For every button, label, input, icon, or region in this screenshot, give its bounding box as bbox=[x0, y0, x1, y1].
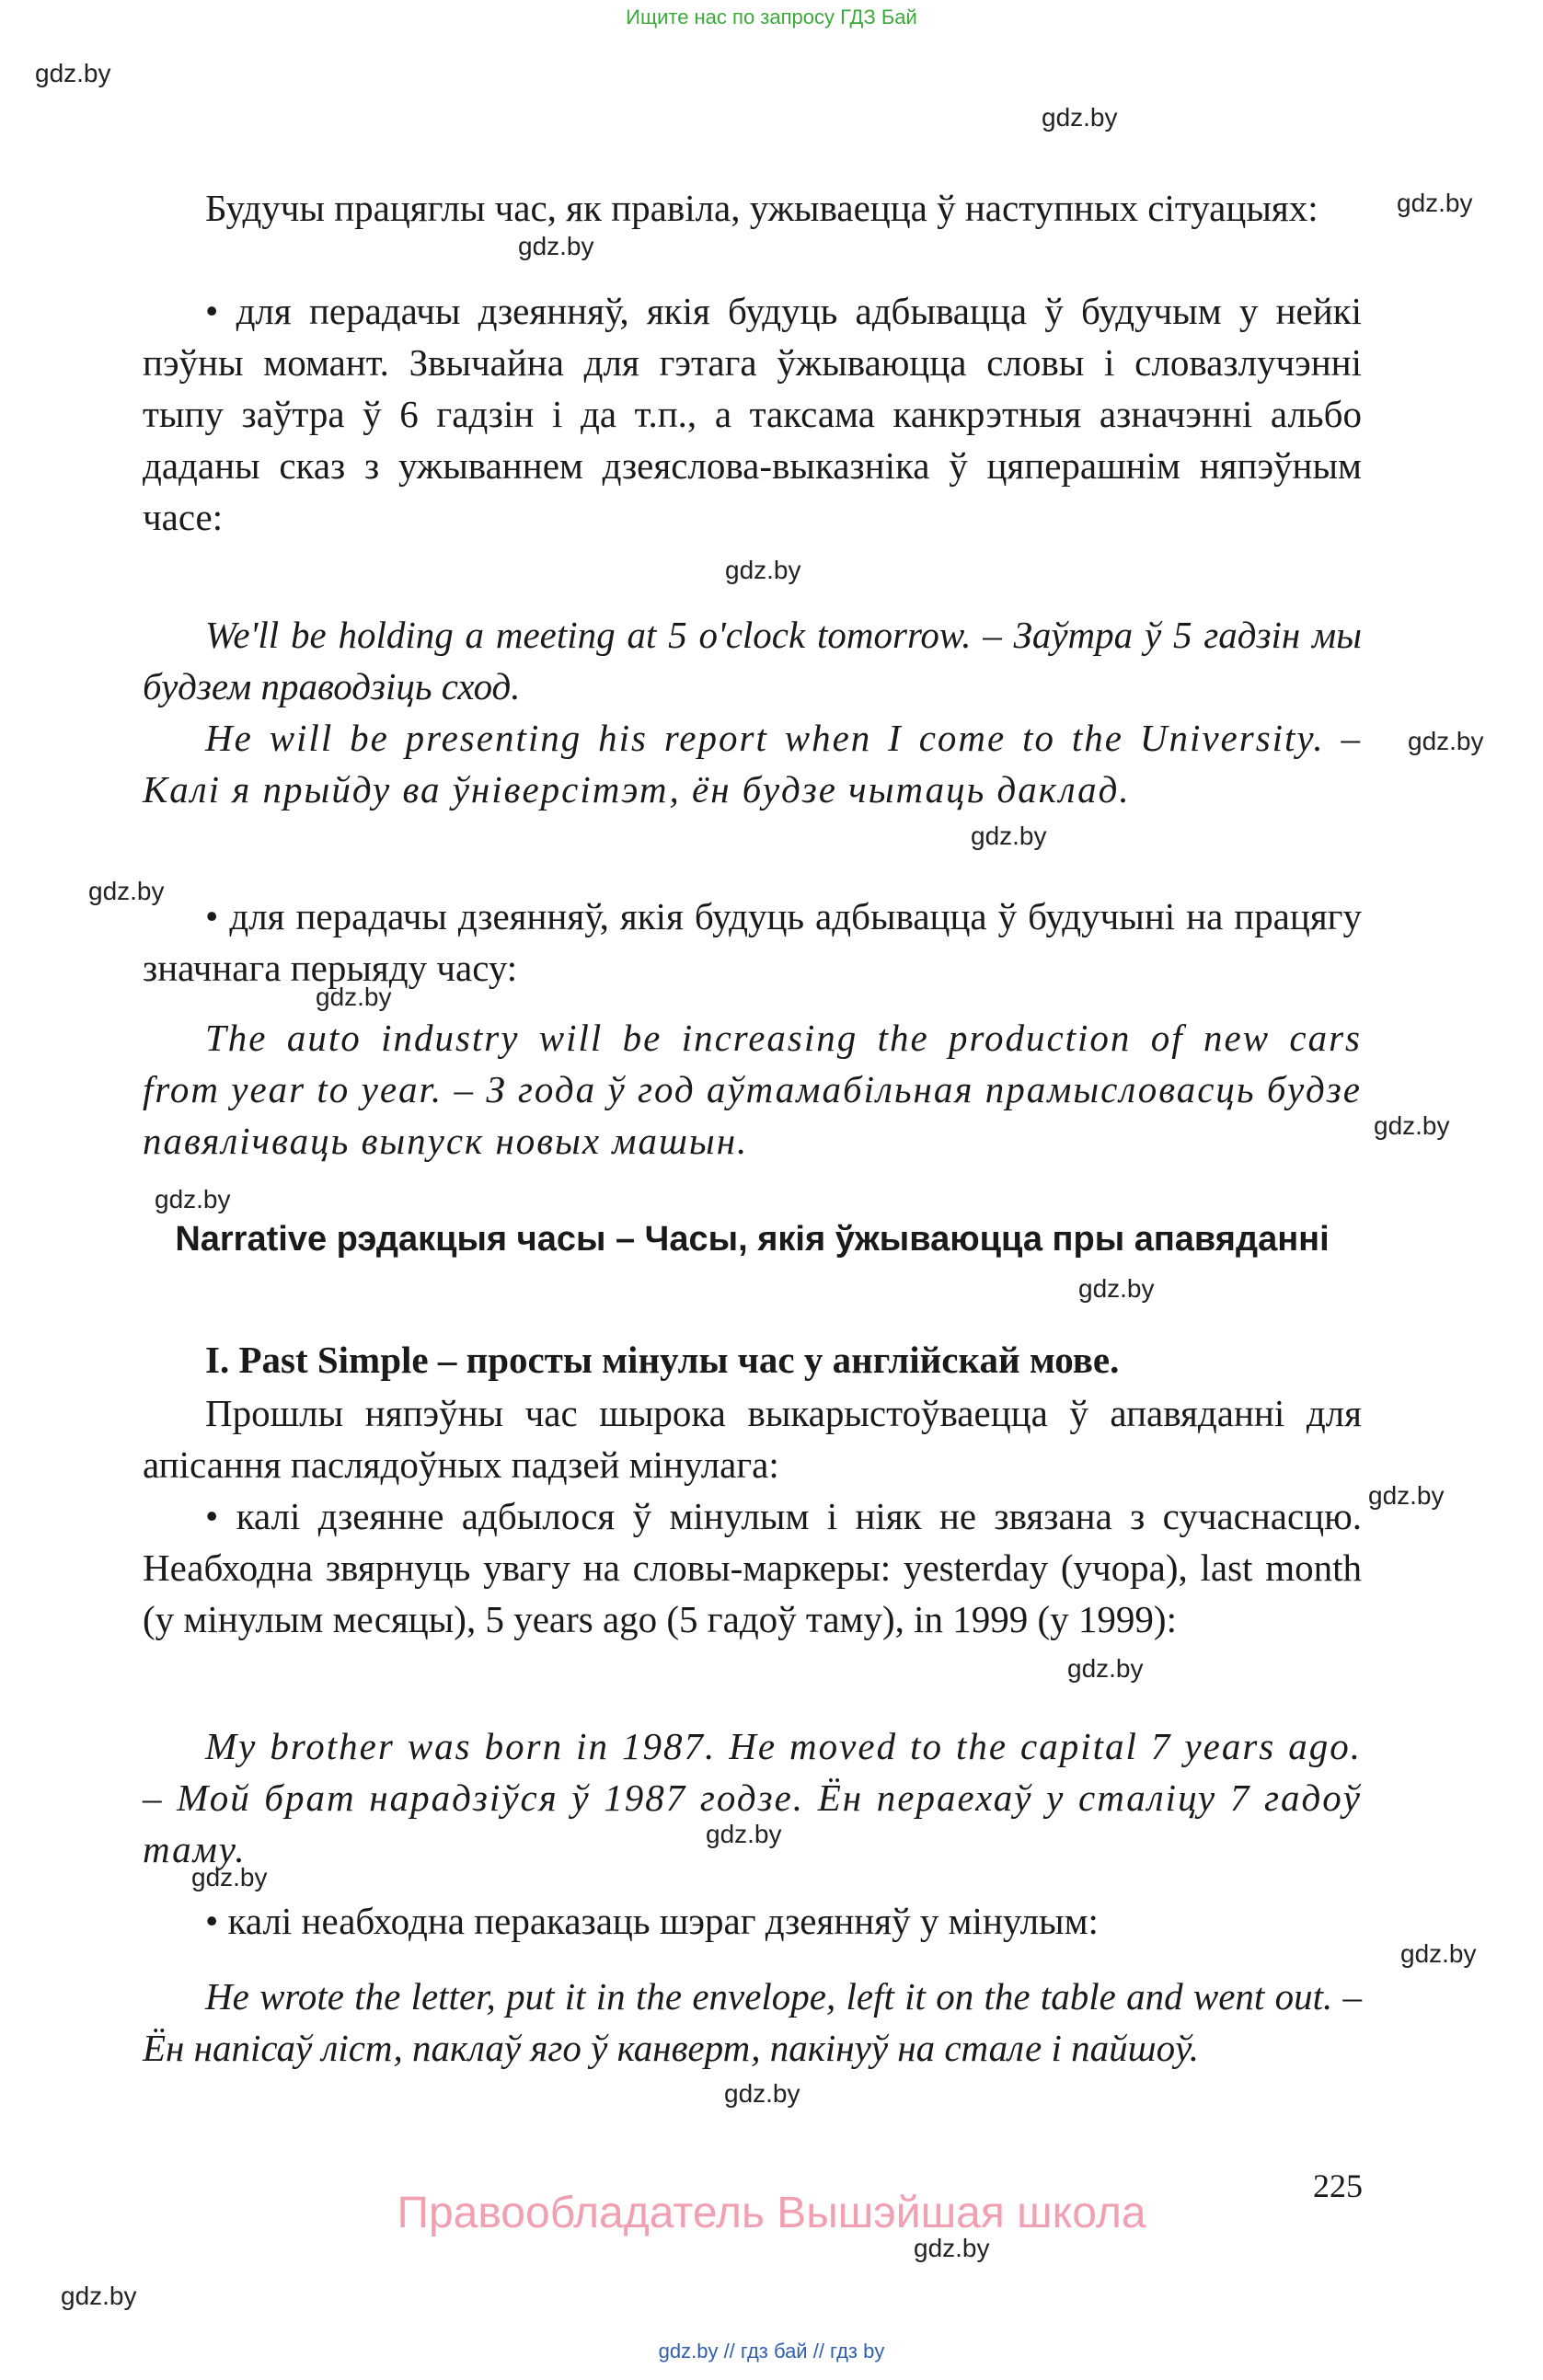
paragraph-past-markers: • калі дзеянне адбылося ў мінулым і ніяк не звязана з сучаснасцю. Неабходна звярнуць увагу на словы-маркеры: yesterday (учора), last month (у мінулым месяцы), 5 years ago (5 гадоў таму), in 1999 (у 1999): bbox=[143, 1495, 1362, 1640]
example-meeting: We'll be holding a meeting at 5 o'clock tomorrow. – Заўтра ў 5 гадзін мы будзем праводзіць сход. bbox=[143, 614, 1362, 707]
example-brother: My brother was born in 1987. He moved to the capital 7 years ago. – Мой брат нарадзіўся ў 1987 годзе. Ён пераехаў у сталіцу 7 гадоў таму. bbox=[143, 1725, 1362, 1870]
watermark: gdz.by bbox=[914, 2234, 990, 2262]
watermark: gdz.by bbox=[191, 1863, 268, 1891]
watermark: gdz.by bbox=[1397, 189, 1473, 217]
example-report: He will be presenting his report when I come to the University. – Калі я прыйду ва ўніверсітэт, ён будзе чытаць даклад. bbox=[143, 717, 1362, 811]
watermark: gdz.by bbox=[61, 2282, 137, 2310]
watermark: gdz.by bbox=[518, 232, 594, 260]
section-heading: Narrative рэдакцыя часы – Часы, якія ўжываюцца пры апавяданні bbox=[175, 1220, 1330, 1259]
watermark: gdz.by bbox=[725, 556, 801, 584]
paragraph-intro: Будучы працяглы час, як правіла, ужываецца ў наступных сітуацыях: bbox=[205, 187, 1318, 229]
watermark: gdz.by bbox=[1067, 1654, 1144, 1683]
subheading-past-simple: I. Past Simple – просты мінулы час у англійскай мове. bbox=[205, 1339, 1120, 1381]
watermark: gdz.by bbox=[155, 1185, 231, 1213]
example-auto-industry: The auto industry will be increasing the production of new cars from year to year. – З года ў год аўтамабільная прамысловасць будзе павялічваць выпуск новых машын. bbox=[143, 1017, 1362, 1162]
watermark: gdz.by bbox=[1042, 103, 1118, 132]
owner-watermark: Правообладатель Вышэйшая школа bbox=[397, 2189, 1146, 2237]
paragraph-sequence: • калі неабходна пераказаць шэраг дзеянняў у мінулым: bbox=[205, 1900, 1099, 1942]
top-search-link[interactable]: Ищите нас по запросу ГДЗ Бай bbox=[626, 6, 917, 29]
watermark: gdz.by bbox=[1368, 1481, 1445, 1510]
watermark: gdz.by bbox=[88, 877, 165, 905]
paragraph-future-moment: • для перадачы дзеянняў, якія будуць адбывацца ў будучым у нейкі пэўны момант. Звычайна для гэтага ўжываюцца словы і словазлучэнні тыпу заўтра ў 6 гадзін і да т.п., а таксама канкрэтныя азначэнні альбо даданы сказ з ужываннем дзеяслова-выказніка ў цяперашнім няпэўным часе: bbox=[143, 290, 1362, 538]
watermark: gdz.by bbox=[1408, 727, 1484, 755]
page-number: 225 bbox=[1313, 2167, 1363, 2204]
footer-links[interactable]: gdz.by // гдз бай // гдз by bbox=[658, 2340, 885, 2363]
watermark: gdz.by bbox=[1400, 1939, 1477, 1968]
paragraph-past-simple: Прошлы няпэўны час шырока выкарыстоўваецца ў апавяданні для апісання паслядоўных падзей мінулага: bbox=[143, 1392, 1362, 1486]
watermark: gdz.by bbox=[1078, 1274, 1155, 1303]
watermark: gdz.by bbox=[316, 983, 392, 1011]
watermark: gdz.by bbox=[35, 59, 111, 87]
watermark: gdz.by bbox=[971, 822, 1047, 850]
paragraph-future-period: • для перадачы дзеянняў, якія будуць адбывацца ў будучыні на працягу значнага перыяду часу: bbox=[143, 895, 1362, 989]
watermark: gdz.by bbox=[724, 2079, 800, 2108]
watermark: gdz.by bbox=[706, 1820, 782, 1848]
example-letter: He wrote the letter, put it in the envelope, left it on the table and went out. – Ён напісаў ліст, паклаў яго ў канверт, пакінуў на стале і пайшоў. bbox=[143, 1975, 1362, 2069]
watermark: gdz.by bbox=[1374, 1111, 1450, 1140]
